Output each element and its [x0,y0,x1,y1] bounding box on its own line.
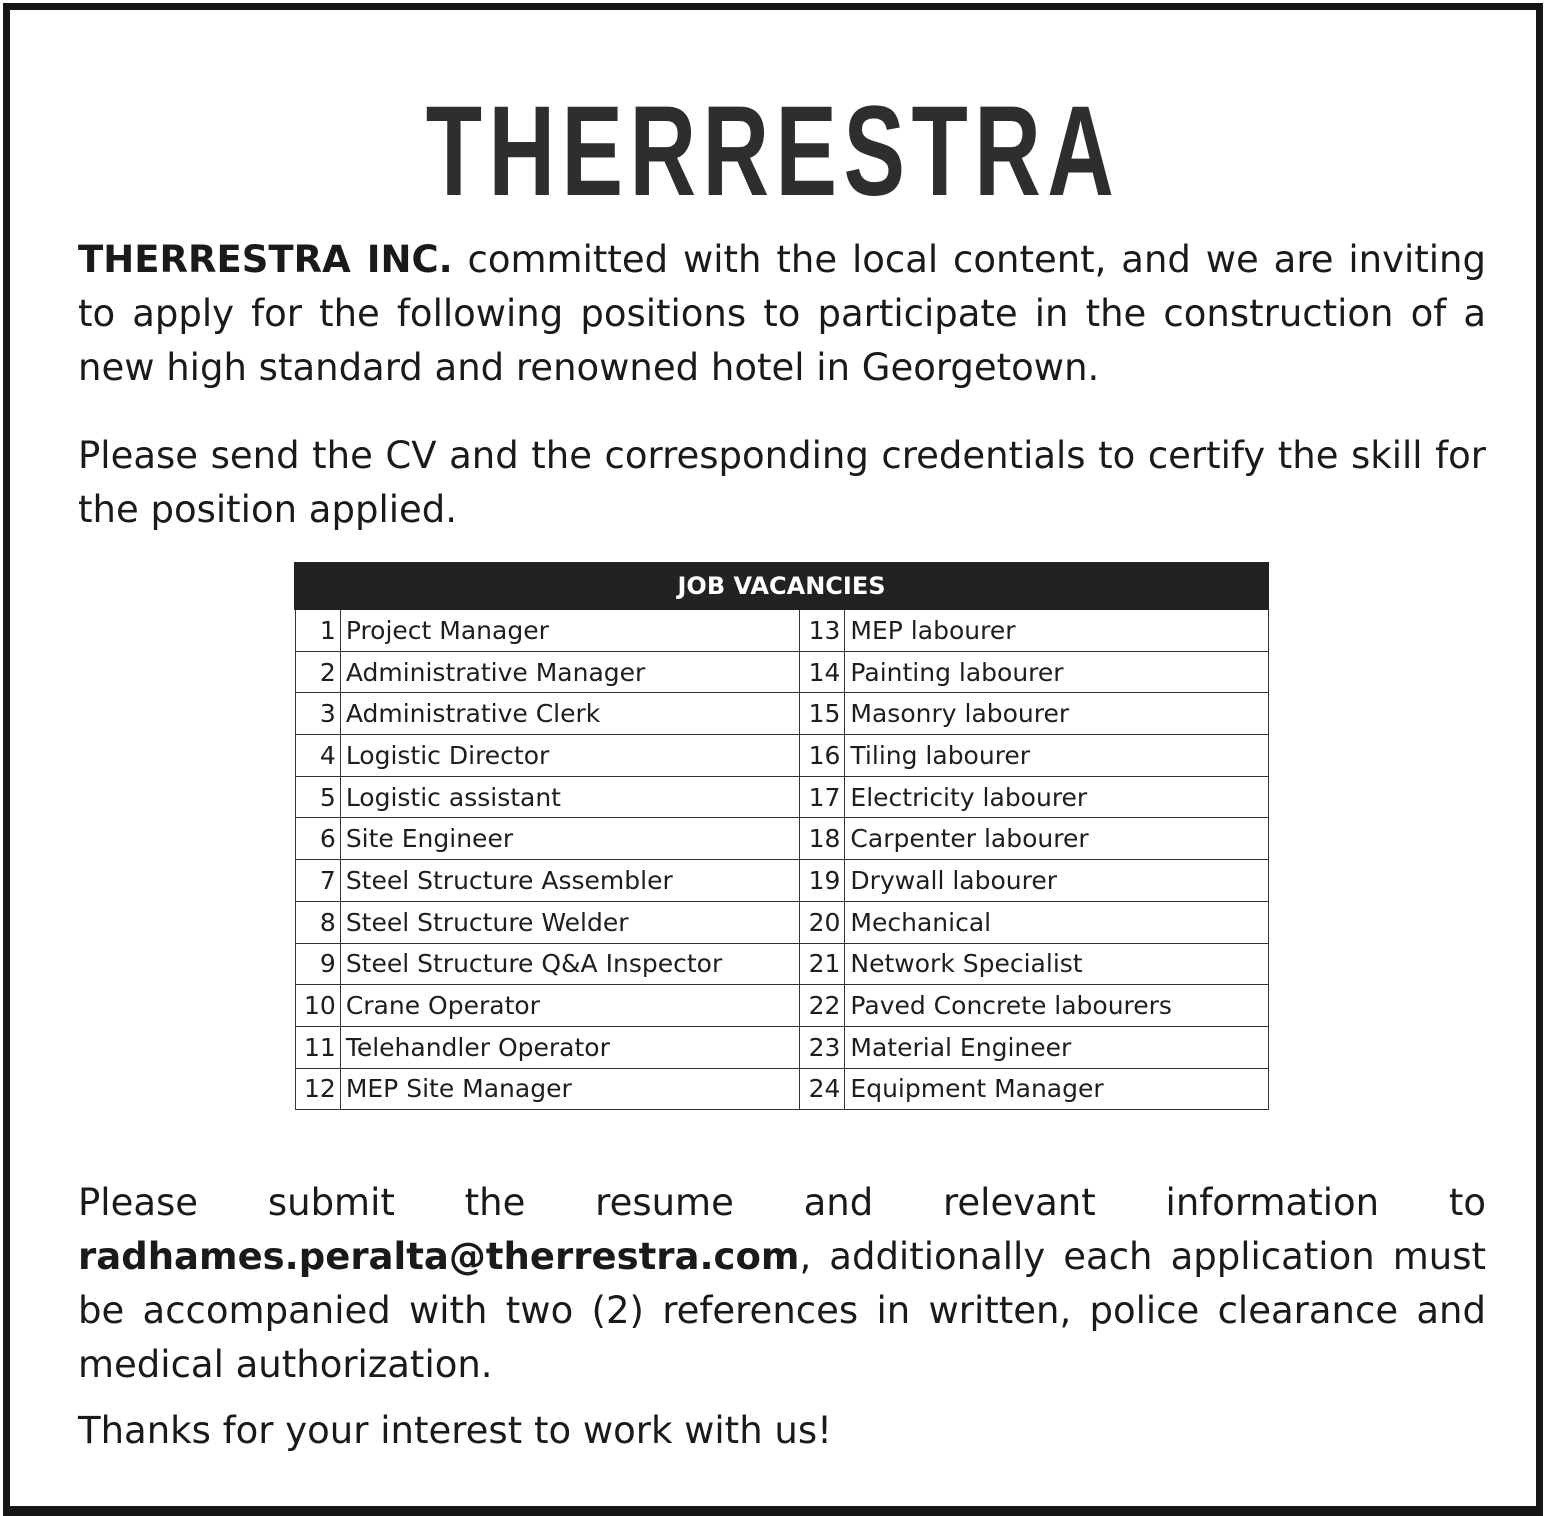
row-number: 21 [800,943,845,985]
table-row [295,735,1268,777]
submit-rest: , additionally each application must be accompanied with two (2) references in written, police clearance and medical authorization. [78,1235,1486,1386]
job-vacancies-table [294,562,1269,1110]
job-title: Administrative Clerk [340,693,799,735]
row-number: 9 [295,943,340,985]
submit-lead: Please submit the resume and relevant information to [78,1181,1486,1224]
row-number: 4 [295,735,340,777]
job-title: Steel Structure Q&A Inspector [340,943,799,985]
table-row [295,693,1268,735]
intro-text: committed with the local content, and we are inviting to apply for the following positions to participate in the construction of a new high standard and renowned hotel in Georgetown. [78,238,1486,389]
row-number: 12 [295,1068,340,1110]
row-number: 19 [800,860,845,902]
table-row [295,1068,1268,1110]
job-title: Equipment Manager [845,1068,1268,1110]
table-row [295,1026,1268,1068]
job-title: Steel Structure Assembler [340,860,799,902]
table-body [295,609,1268,1110]
row-number: 23 [800,1026,845,1068]
job-title: Tiling labourer [845,735,1268,777]
job-title: Masonry labourer [845,693,1268,735]
job-title: Material Engineer [845,1026,1268,1068]
intro-paragraph [78,233,1486,395]
row-number: 11 [295,1026,340,1068]
row-number: 20 [800,901,845,943]
table-row [295,901,1268,943]
submit-paragraph [78,1176,1486,1392]
notice-frame [3,3,1543,1516]
instructions-paragraph: Please send the CV and the corresponding credentials to certify the skill for the position applied. [78,434,1486,531]
job-title: Painting labourer [845,651,1268,693]
row-number: 15 [800,693,845,735]
job-title: Mechanical [845,901,1268,943]
job-title: Electricity labourer [845,776,1268,818]
table-header: JOB VACANCIES [295,563,1268,609]
job-title: Steel Structure Welder [340,901,799,943]
job-title: Administrative Manager [340,651,799,693]
job-title: Site Engineer [340,818,799,860]
job-title: MEP Site Manager [340,1068,799,1110]
row-number: 5 [295,776,340,818]
contact-email[interactable]: radhames.peralta@therrestra.com [78,1235,800,1278]
row-number: 22 [800,985,845,1027]
row-number: 2 [295,651,340,693]
table-row [295,860,1268,902]
table-row [295,651,1268,693]
company-name: THERRESTRA INC. [78,238,453,281]
job-title: Carpenter labourer [845,818,1268,860]
row-number: 10 [295,985,340,1027]
table-row [295,818,1268,860]
row-number: 16 [800,735,845,777]
row-number: 13 [800,609,845,651]
row-number: 17 [800,776,845,818]
row-number: 6 [295,818,340,860]
job-title: MEP labourer [845,609,1268,651]
job-title: Logistic Director [340,735,799,777]
job-title: Drywall labourer [845,860,1268,902]
row-number: 1 [295,609,340,651]
job-title: Project Manager [340,609,799,651]
row-number: 3 [295,693,340,735]
job-title: Paved Concrete labourers [845,985,1268,1027]
row-number: 7 [295,860,340,902]
thanks-line: Thanks for your interest to work with us! [78,1409,832,1452]
row-number: 14 [800,651,845,693]
job-title: Telehandler Operator [340,1026,799,1068]
job-title: Network Specialist [845,943,1268,985]
table-row [295,776,1268,818]
company-logo: THERRESTRA [425,80,1121,223]
job-title: Crane Operator [340,985,799,1027]
job-title: Logistic assistant [340,776,799,818]
table-row [295,943,1268,985]
row-number: 8 [295,901,340,943]
table-row [295,609,1268,651]
row-number: 18 [800,818,845,860]
row-number: 24 [800,1068,845,1110]
table-row [295,985,1268,1027]
